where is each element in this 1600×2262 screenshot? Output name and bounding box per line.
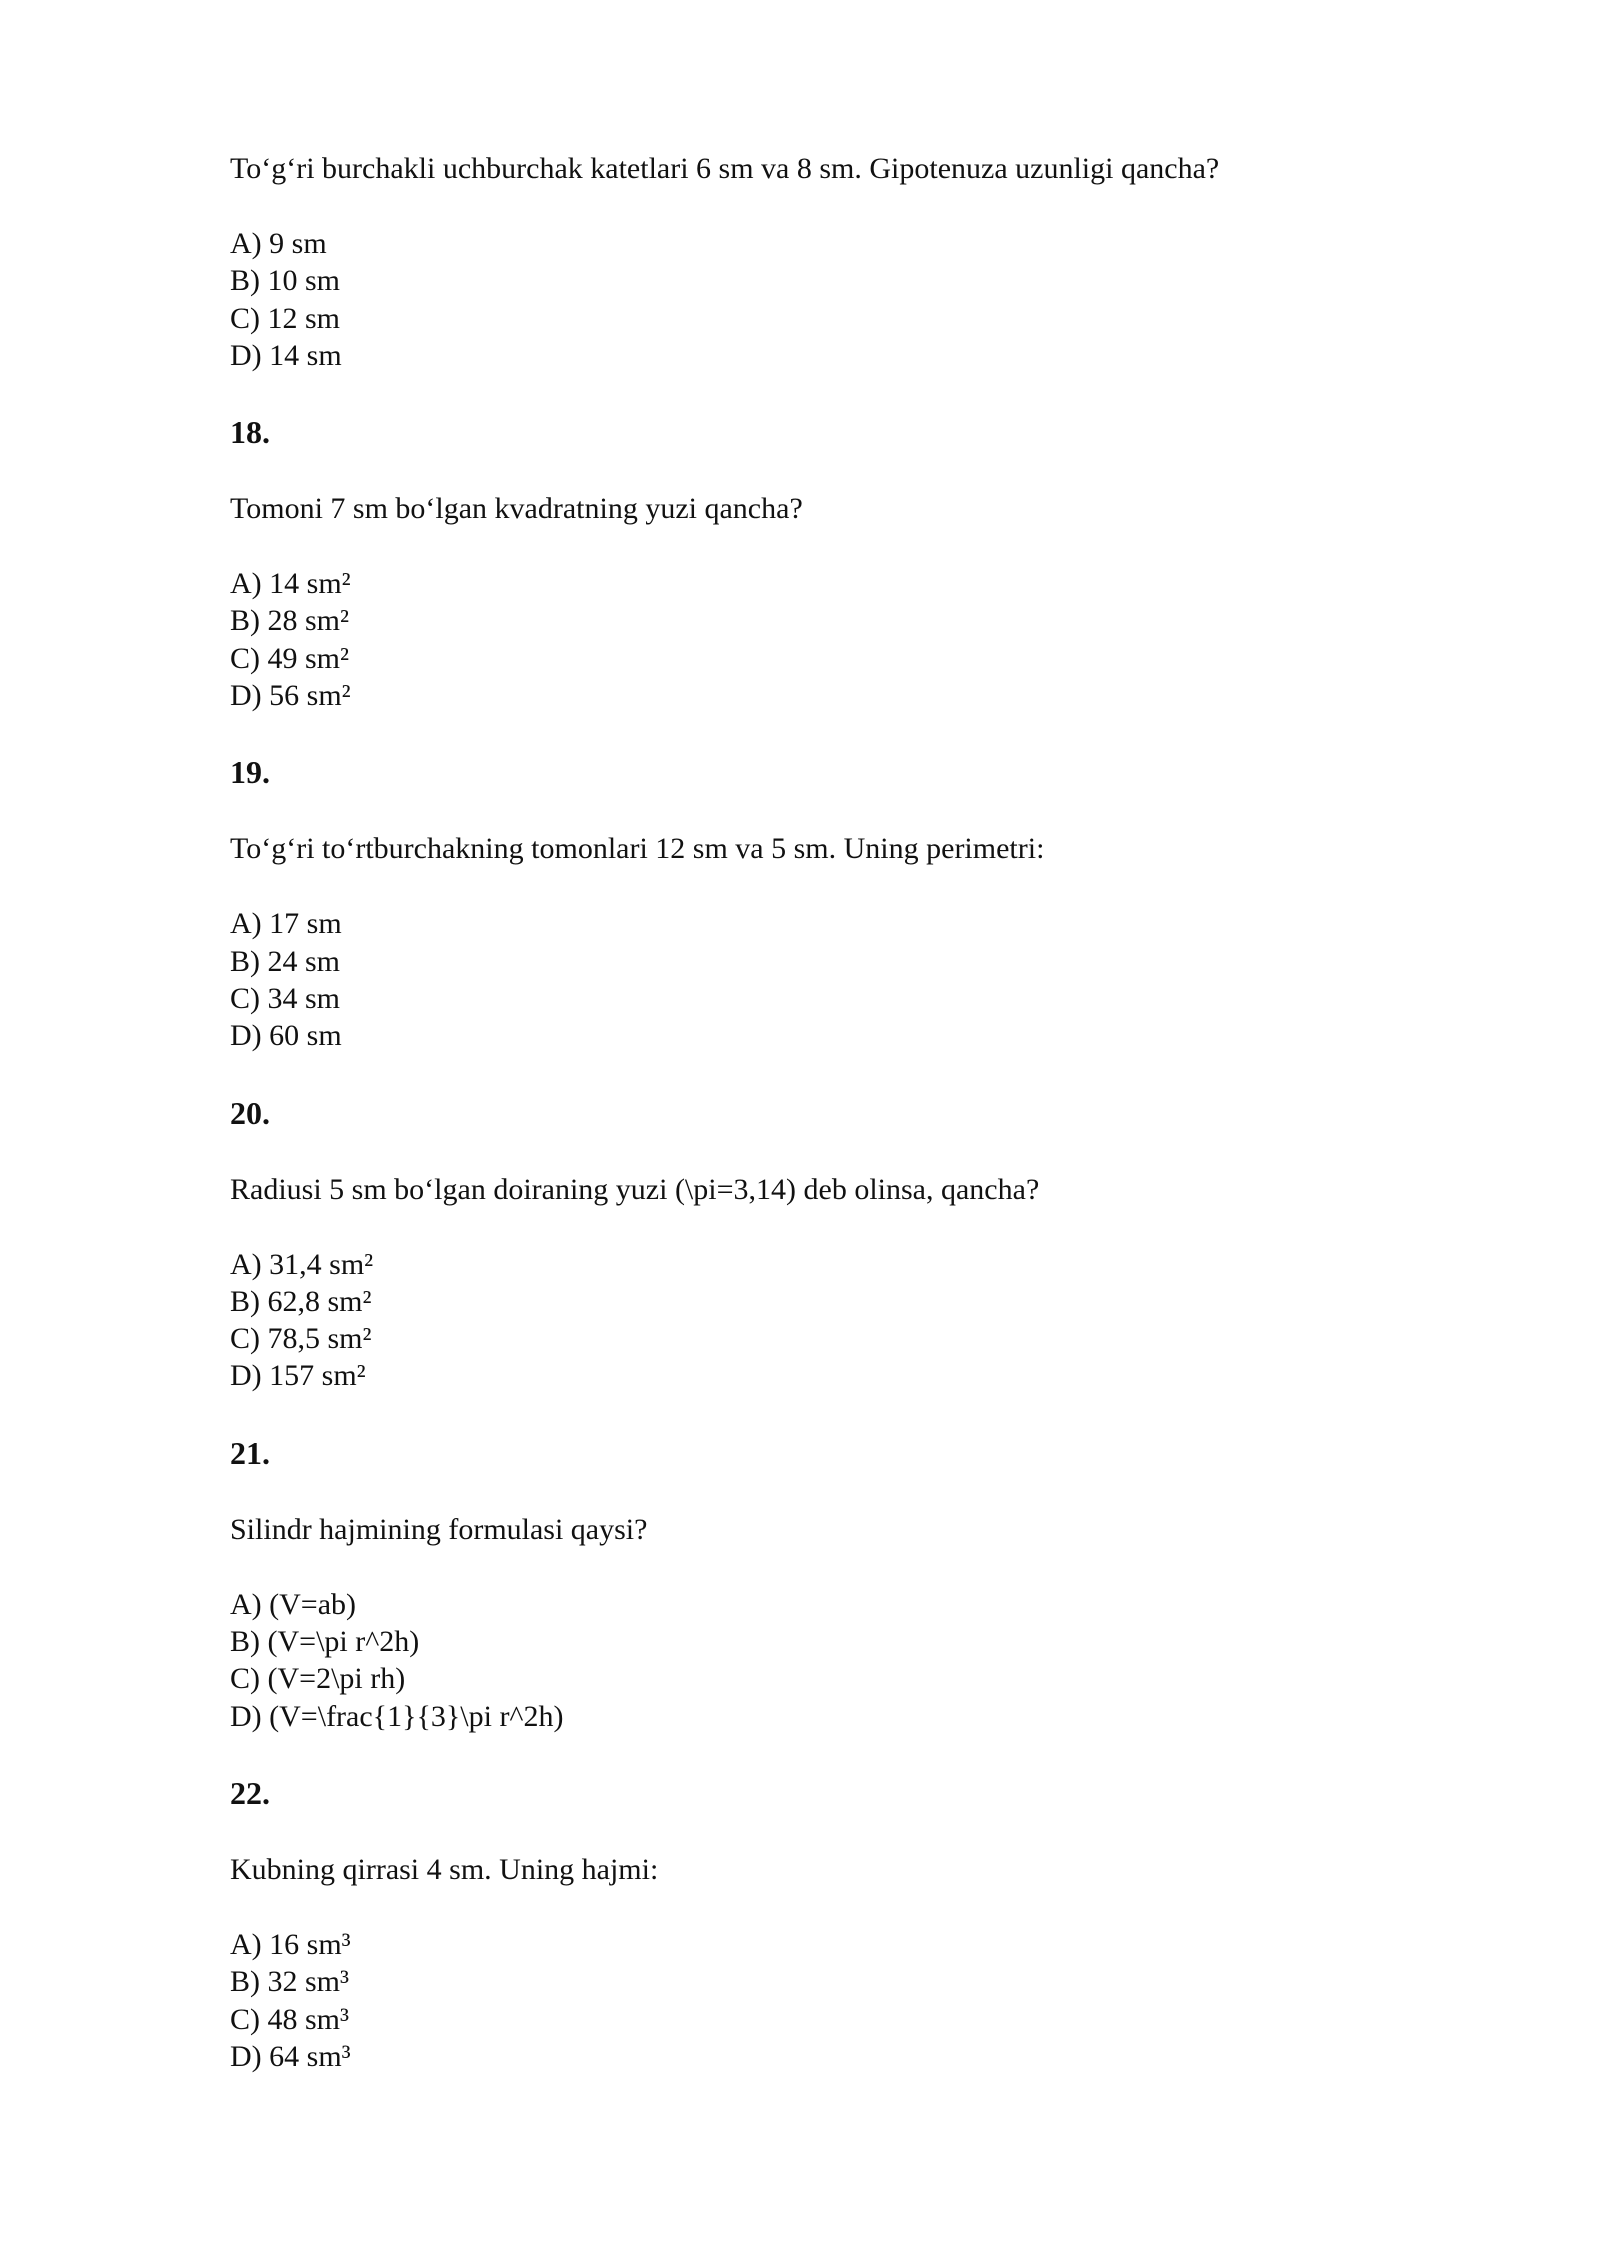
question-20 <box>230 1093 1430 1395</box>
question-text: To‘g‘ri burchakli uchburchak katetlari 6 sm va 8 sm. Gipotenuza uzunligi qancha? <box>230 152 1220 185</box>
question-21 <box>230 1433 1430 1735</box>
answer-options <box>230 565 1430 714</box>
question-number: 20. <box>230 1094 270 1131</box>
answer-option-a: A) 17 sm <box>230 907 342 941</box>
question-text: Radiusi 5 sm bo‘lgan doiraning yuzi (\pi=3,14) deb olinsa, qancha? <box>230 1172 1040 1206</box>
answer-options <box>230 1246 1430 1395</box>
answer-option-b: B) 24 sm <box>230 944 341 978</box>
answer-option-b: B) 10 sm <box>230 264 341 298</box>
answer-option-c: C) 78,5 sm² <box>230 1322 372 1356</box>
answer-options <box>230 1586 1430 1735</box>
question-text: Tomoni 7 sm bo‘lgan kvadratning yuzi qancha? <box>230 492 803 526</box>
answer-option-d: D) 60 sm <box>230 1019 342 1053</box>
answer-option-b: B) 28 sm² <box>230 604 350 638</box>
answer-option-a: A) 31,4 sm² <box>230 1247 374 1281</box>
question-18 <box>230 412 1430 714</box>
answer-options <box>230 225 1430 374</box>
answer-option-b: B) (V=\pi r^2h) <box>230 1625 420 1659</box>
question-22 <box>230 1773 1430 2075</box>
document-page <box>230 150 1430 2075</box>
answer-options <box>230 905 1430 1054</box>
answer-option-a: A) 16 sm³ <box>230 1927 351 1961</box>
question-text: Silindr hajmining formulasi qaysi? <box>230 1512 648 1546</box>
answer-option-a: A) 14 sm² <box>230 567 351 601</box>
answer-option-a: A) (V=ab) <box>230 1587 357 1621</box>
answer-option-d: D) 64 sm³ <box>230 2039 351 2073</box>
question-text: Kubning qirrasi 4 sm. Uning hajmi: <box>230 1852 659 1886</box>
answer-option-b: B) 32 sm³ <box>230 1965 350 1999</box>
answer-option-b: B) 62,8 sm² <box>230 1284 372 1318</box>
question-19 <box>230 752 1430 1054</box>
answer-options <box>230 1926 1430 2075</box>
question-number: 19. <box>230 754 270 791</box>
answer-option-c: C) 49 sm² <box>230 641 350 675</box>
answer-option-d: D) (V=\frac{1}{3}\pi r^2h) <box>230 1699 564 1733</box>
answer-option-c: C) 48 sm³ <box>230 2002 350 2036</box>
answer-option-c: C) 12 sm <box>230 301 341 335</box>
answer-option-c: C) (V=2\pi rh) <box>230 1662 406 1696</box>
question-text: To‘g‘ri to‘rtburchakning tomonlari 12 sm va 5 sm. Uning perimetri: <box>230 832 1045 866</box>
answer-option-c: C) 34 sm <box>230 981 341 1015</box>
answer-option-d: D) 56 sm² <box>230 679 351 713</box>
question-number: 18. <box>230 414 270 451</box>
question-number: 22. <box>230 1774 270 1811</box>
answer-option-d: D) 14 sm <box>230 338 342 372</box>
answer-option-a: A) 9 sm <box>230 227 327 260</box>
question-17 <box>230 150 1430 374</box>
question-number: 21. <box>230 1434 270 1471</box>
answer-option-d: D) 157 sm² <box>230 1359 366 1393</box>
